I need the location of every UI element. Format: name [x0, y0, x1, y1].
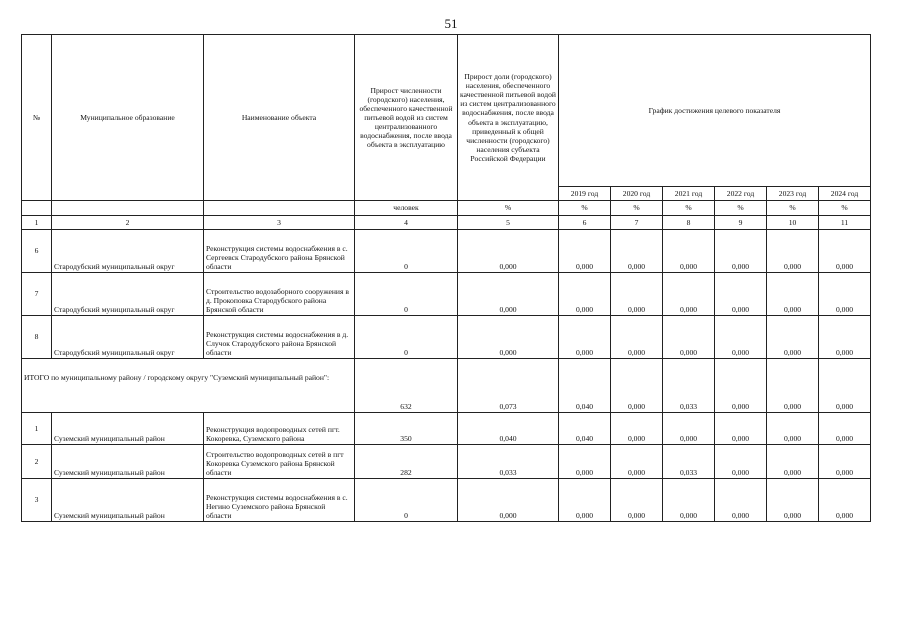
column-number: 4 [355, 216, 458, 230]
year-value-cell: 0,000 [559, 273, 611, 316]
municipality-cell: Суземский муниципальный район [52, 413, 204, 445]
year-value-cell: 0,000 [715, 230, 767, 273]
unit-cell-empty [52, 201, 204, 216]
total-year-value: 0,000 [715, 359, 767, 413]
year-value-cell: 0,000 [715, 316, 767, 359]
header-year: 2024 год [819, 187, 871, 201]
header-year: 2021 год [663, 187, 715, 201]
header-year: 2019 год [559, 187, 611, 201]
year-value-cell: 0,000 [819, 230, 871, 273]
header-share-growth: Прирост доли (городского) населения, обеспеченного качественной питьевой водой из систем централизованного водоснабжения, после ввода объекта в эксплуатацию, приведенный к общей численности (городского) населения субъекта Российской Федерации [458, 35, 559, 201]
column-number: 11 [819, 216, 871, 230]
share-cell: 0,000 [458, 230, 559, 273]
unit-people: человек [355, 201, 458, 216]
total-year-value: 0,040 [559, 359, 611, 413]
unit-percent: % [715, 201, 767, 216]
municipality-cell: Суземский муниципальный район [52, 479, 204, 522]
unit-percent: % [559, 201, 611, 216]
row-number: 8 [22, 316, 52, 359]
year-value-cell: 0,000 [559, 316, 611, 359]
share-cell: 0,040 [458, 413, 559, 445]
unit-percent: % [611, 201, 663, 216]
year-value-cell: 0,000 [767, 445, 819, 479]
year-value-cell: 0,000 [611, 445, 663, 479]
header-year: 2020 год [611, 187, 663, 201]
year-value-cell: 0,000 [767, 479, 819, 522]
row-number: 2 [22, 445, 52, 479]
year-value-cell: 0,000 [819, 273, 871, 316]
table-row [22, 479, 871, 522]
year-value-cell: 0,000 [663, 479, 715, 522]
people-cell: 350 [355, 413, 458, 445]
target-indicator-table [21, 34, 871, 522]
municipality-cell: Суземский муниципальный район [52, 445, 204, 479]
total-share: 0,073 [458, 359, 559, 413]
table-row [22, 273, 871, 316]
share-cell: 0,000 [458, 479, 559, 522]
row-number: 7 [22, 273, 52, 316]
total-people: 632 [355, 359, 458, 413]
people-cell: 0 [355, 316, 458, 359]
year-value-cell: 0,000 [715, 273, 767, 316]
object-cell: Реконструкция водопроводных сетей пгт. Кокоревка, Суземского района [204, 413, 355, 445]
municipality-cell: Стародубский муниципальный округ [52, 230, 204, 273]
column-number: 8 [663, 216, 715, 230]
people-cell: 282 [355, 445, 458, 479]
total-year-value: 0,000 [819, 359, 871, 413]
municipality-cell: Стародубский муниципальный округ [52, 316, 204, 359]
total-year-value: 0,000 [611, 359, 663, 413]
year-value-cell: 0,000 [767, 316, 819, 359]
header-year: 2022 год [715, 187, 767, 201]
header-year: 2023 год [767, 187, 819, 201]
year-value-cell: 0,000 [611, 273, 663, 316]
object-cell: Реконструкция системы водоснабжения в с. Сергеевск Стародубского района Брянской области [204, 230, 355, 273]
unit-cell-empty [204, 201, 355, 216]
row-number: 1 [22, 413, 52, 445]
column-number: 1 [22, 216, 52, 230]
table-row [22, 316, 871, 359]
year-value-cell: 0,040 [559, 413, 611, 445]
year-value-cell: 0,000 [611, 479, 663, 522]
column-number: 2 [52, 216, 204, 230]
unit-cell-empty [22, 201, 52, 216]
year-value-cell: 0,000 [715, 445, 767, 479]
year-value-cell: 0,000 [559, 479, 611, 522]
total-row [22, 359, 871, 413]
year-value-cell: 0,000 [663, 413, 715, 445]
row-number: 6 [22, 230, 52, 273]
object-cell: Реконструкция системы водоснабжения в с. Негино Суземского района Брянской области [204, 479, 355, 522]
object-cell: Строительство водопроводных сетей в пгт Кокоревка Суземского района Брянской области [204, 445, 355, 479]
table-row [22, 230, 871, 273]
column-number: 9 [715, 216, 767, 230]
table-row [22, 445, 871, 479]
table-row [22, 413, 871, 445]
municipality-cell: Стародубский муниципальный округ [52, 273, 204, 316]
header-municipality: Муниципальное образование [52, 35, 204, 201]
unit-percent: % [767, 201, 819, 216]
header-object: Наименование объекта [204, 35, 355, 201]
header-no: № [22, 35, 52, 201]
year-value-cell: 0,000 [559, 230, 611, 273]
people-cell: 0 [355, 479, 458, 522]
header-schedule: График достижения целевого показателя [559, 35, 871, 187]
share-cell: 0,000 [458, 316, 559, 359]
share-cell: 0,033 [458, 445, 559, 479]
object-cell: Реконструкция системы водоснабжения в д. Случок Стародубского района Брянской области [204, 316, 355, 359]
unit-percent: % [458, 201, 559, 216]
unit-percent: % [663, 201, 715, 216]
year-value-cell: 0,000 [663, 316, 715, 359]
year-value-cell: 0,033 [663, 445, 715, 479]
year-value-cell: 0,000 [819, 413, 871, 445]
column-number: 3 [204, 216, 355, 230]
column-number: 7 [611, 216, 663, 230]
total-label: ИТОГО по муниципальному району / городскому округу "Суземский муниципальный район": [22, 359, 355, 413]
people-cell: 0 [355, 273, 458, 316]
column-number: 6 [559, 216, 611, 230]
year-value-cell: 0,000 [715, 413, 767, 445]
object-cell: Строительство водозаборного сооружения в д. Прокоповка Стародубского района Брянской области [204, 273, 355, 316]
year-value-cell: 0,000 [767, 230, 819, 273]
total-year-value: 0,000 [767, 359, 819, 413]
year-value-cell: 0,000 [663, 230, 715, 273]
year-value-cell: 0,000 [663, 273, 715, 316]
year-value-cell: 0,000 [819, 479, 871, 522]
year-value-cell: 0,000 [611, 230, 663, 273]
total-year-value: 0,033 [663, 359, 715, 413]
header-population-growth: Прирост численности (городского) населения, обеспеченного качественной питьевой водой из систем централизованного водоснабжения, после ввода объекта в эксплуатацию [355, 35, 458, 201]
year-value-cell: 0,000 [559, 445, 611, 479]
year-value-cell: 0,000 [611, 316, 663, 359]
column-number: 5 [458, 216, 559, 230]
year-value-cell: 0,000 [819, 316, 871, 359]
share-cell: 0,000 [458, 273, 559, 316]
year-value-cell: 0,000 [767, 413, 819, 445]
column-number: 10 [767, 216, 819, 230]
people-cell: 0 [355, 230, 458, 273]
year-value-cell: 0,000 [767, 273, 819, 316]
unit-percent: % [819, 201, 871, 216]
year-value-cell: 0,000 [715, 479, 767, 522]
page-number: 51 [444, 16, 458, 31]
year-value-cell: 0,000 [611, 413, 663, 445]
row-number: 3 [22, 479, 52, 522]
year-value-cell: 0,000 [819, 445, 871, 479]
